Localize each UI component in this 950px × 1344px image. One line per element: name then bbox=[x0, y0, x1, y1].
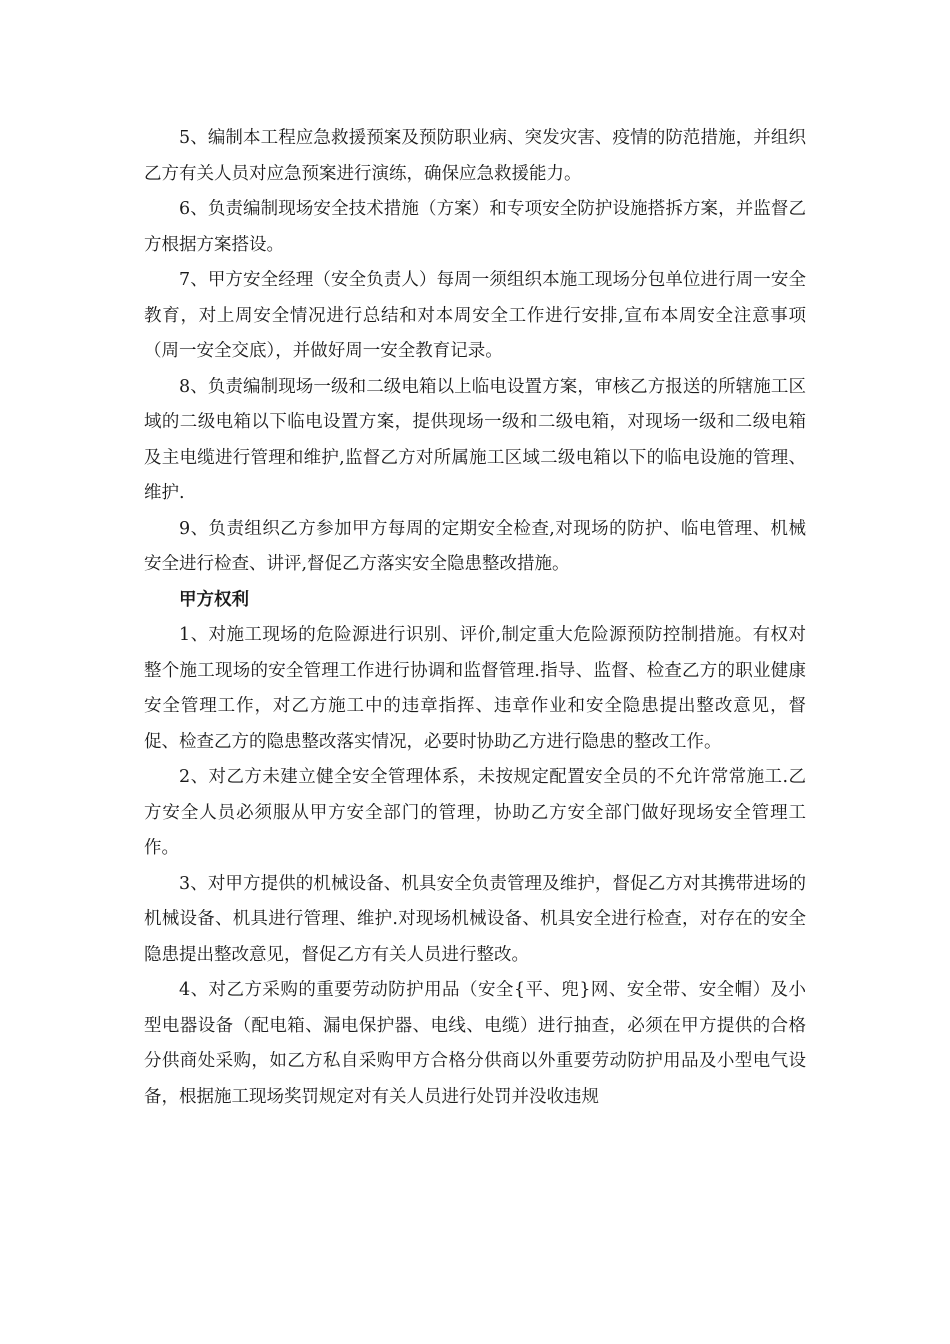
duty-item-9: 9、负责组织乙方参加甲方每周的定期安全检查,对现场的防护、临电管理、机械安全进行检查、讲评,督促乙方落实安全隐患整改措施。 bbox=[144, 518, 806, 574]
duty-item-6: 6、负责编制现场安全技术措施（方案）和专项安全防护设施搭拆方案，并监督乙方根据方案搭设。 bbox=[144, 199, 806, 255]
duty-item-8: 8、负责编制现场一级和二级电箱以上临电设置方案，审核乙方报送的所辖施工区域的二级电箱以下临电设置方案，提供现场一级和二级电箱，对现场一级和二级电箱及主电缆进行管理和维护,监督乙方对所属施工区域二级电箱以下的临电设施的管理、维护. bbox=[144, 376, 806, 503]
rights-item-3: 3、对甲方提供的机械设备、机具安全负责管理及维护，督促乙方对其携带进场的机械设备、机具进行管理、维护.对现场机械设备、机具安全进行检查，对存在的安全隐患提出整改意见，督促乙方有关人员进行整改。 bbox=[144, 873, 806, 965]
rights-item-4: 4、对乙方采购的重要劳动防护用品（安全{平、兜}网、安全带、安全帽）及小型电器设备（配电箱、漏电保护器、电线、电缆）进行抽查，必须在甲方提供的合格分供商处采购，如乙方私自采购甲方合格分供商以外重要劳动防护用品及小型电气设备，根据施工现场奖罚规定对有关人员进行处罚并没收违规 bbox=[144, 980, 806, 1107]
rights-item-1: 1、对施工现场的危险源进行识别、评价,制定重大危险源预防控制措施。有权对整个施工现场的安全管理工作进行协调和监督管理.指导、监督、检查乙方的职业健康安全管理工作，对乙方施工中的违章指挥、违章作业和安全隐患提出整改意见，督促、检查乙方的隐患整改落实情况，必要时协助乙方进行隐患的整改工作。 bbox=[144, 625, 806, 752]
document-page bbox=[144, 121, 806, 1115]
section-heading-rights: 甲方权利 bbox=[179, 589, 249, 610]
duty-item-5: 5、编制本工程应急救援预案及预防职业病、突发灾害、疫情的防范措施，并组织乙方有关人员对应急预案进行演练，确保应急救援能力。 bbox=[144, 128, 806, 184]
rights-item-2: 2、对乙方未建立健全安全管理体系，未按规定配置安全员的不允许常常施工.乙方安全人员必须服从甲方安全部门的管理，协助乙方安全部门做好现场安全管理工作。 bbox=[144, 767, 806, 858]
duty-item-7: 7、甲方安全经理（安全负责人）每周一须组织本施工现场分包单位进行周一安全教育，对上周安全情况进行总结和对本周安全工作进行安排,宣布本周安全注意事项（周一安全交底），并做好周一安全教育记录。 bbox=[144, 270, 806, 361]
